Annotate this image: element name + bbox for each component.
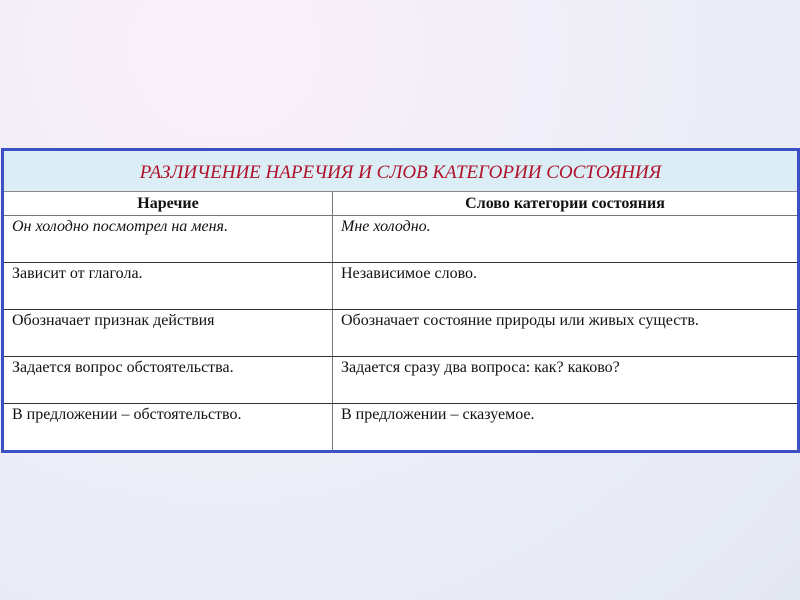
cell: Мне холодно. [341, 218, 431, 235]
header-state-word: Слово категории состояния [465, 195, 665, 212]
table-row [4, 216, 797, 263]
cell: Обозначает состояние природы или живых существ. [341, 312, 699, 329]
header-row [4, 192, 797, 216]
table-title: РАЗЛИЧЕНИЕ НАРЕЧИЯ И СЛОВ КАТЕГОРИИ СОСТОЯНИЯ [4, 151, 797, 192]
cell: Задается сразу два вопроса: как? каково? [341, 359, 620, 376]
cell: Независимое слово. [341, 265, 478, 282]
cell: Он холодно посмотрел на меня. [4, 216, 333, 262]
cell: В предложении – сказуемое. [341, 406, 535, 423]
table-row [4, 357, 797, 404]
cell: Обозначает признак действия [4, 310, 333, 356]
table-row [4, 310, 797, 357]
cell: Задается вопрос обстоятельства. [4, 357, 333, 403]
table-row [4, 263, 797, 310]
cell: В предложении – обстоятельство. [4, 404, 333, 451]
comparison-table [1, 148, 800, 453]
header-adverb: Наречие [4, 192, 333, 215]
table-row [4, 404, 797, 451]
cell: Зависит от глагола. [4, 263, 333, 309]
